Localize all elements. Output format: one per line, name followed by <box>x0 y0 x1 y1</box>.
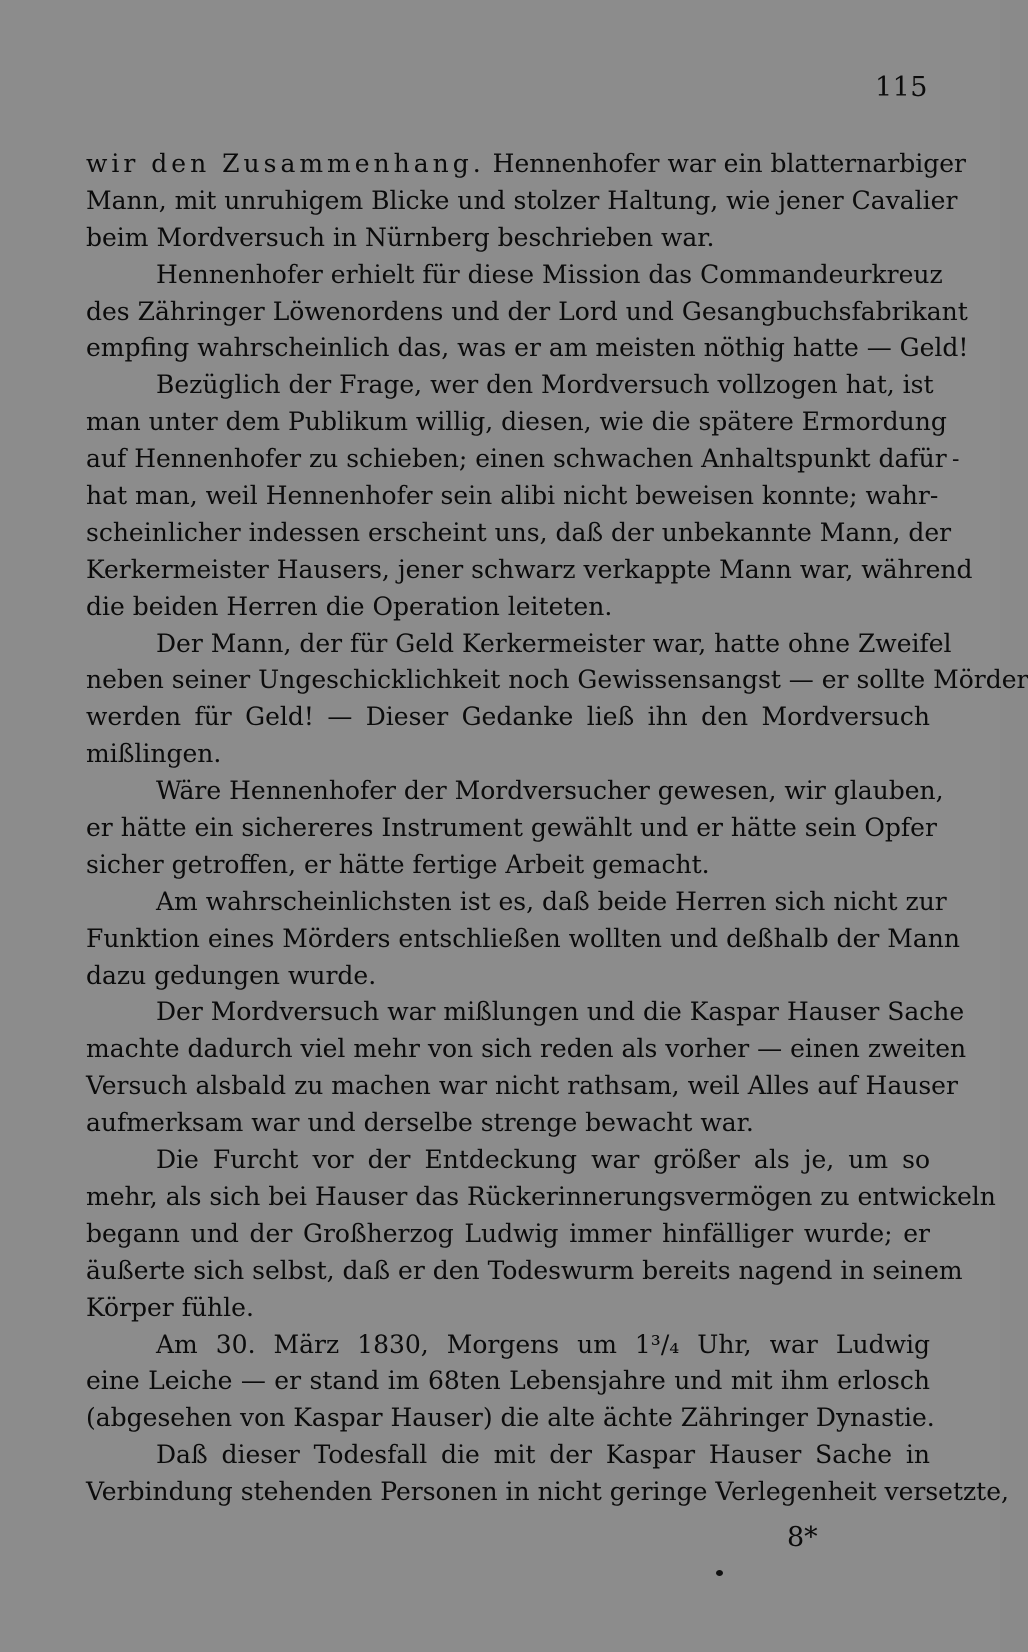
text-line: Kerkermeister Hausers, jener schwarz verkappte Mann war, während <box>86 554 973 584</box>
margin-mark: - <box>952 447 960 472</box>
spaced-text: wir den Zusammenhang. <box>86 149 485 178</box>
body-text <box>86 146 1028 1511</box>
ink-speck <box>716 1570 723 1576</box>
text-line: Der Mordversuch war mißlungen und die Kaspar Hauser Sache <box>156 997 965 1027</box>
text-line: Am wahrscheinlichsten ist es, daß beide Herren sich nicht zur <box>156 886 947 916</box>
text-line: scheinlicher indessen erscheint uns, daß der unbekannte Mann, der <box>86 517 952 547</box>
text-line: auf Hennenhofer zu schieben; einen schwachen Anhaltspunkt dafür <box>86 444 947 474</box>
text-line: Hennenhofer erhielt für diese Mission das Commandeurkreuz <box>156 259 943 289</box>
text-line: beim Mordversuch in Nürnberg beschrieben war. <box>86 222 715 252</box>
text-line: dazu gedungen wurde. <box>86 960 377 990</box>
text-line: machte dadurch viel mehr von sich reden als vorher — einen zweiten <box>86 1034 967 1064</box>
text-line: Daß dieser Todesfall die mit der Kaspar Hauser Sache in <box>156 1440 930 1470</box>
text-line: man unter dem Publikum willig, diesen, wie die spätere Ermordung <box>86 407 947 437</box>
text-line: hat man, weil Hennenhofer sein alibi nicht beweisen konnte; wahr- <box>86 481 939 511</box>
text-line: aufmerksam war und derselbe strenge bewacht war. <box>86 1108 754 1138</box>
text-line: die beiden Herren die Operation leiteten. <box>86 591 613 621</box>
text-line: Die Furcht vor der Entdeckung war größer als je, um so <box>156 1145 930 1175</box>
text-line <box>86 146 966 183</box>
text-line: des Zähringer Löwenordens und der Lord und Gesangbuchsfabrikant <box>86 296 968 326</box>
text-line: Versuch alsbald zu machen war nicht rathsam, weil Alles auf Hauser <box>86 1071 958 1101</box>
text-line: begann und der Großherzog Ludwig immer hinfälliger wurde; er <box>86 1218 930 1248</box>
text-line: äußerte sich selbst, daß er den Todeswurm bereits nagend in seinem <box>86 1255 963 1285</box>
text-line: sicher getroffen, er hätte fertige Arbeit gemacht. <box>86 849 710 879</box>
signature-mark: 8* <box>787 1522 818 1553</box>
text-line: mehr, als sich bei Hauser das Rückerinnerungsvermögen zu entwickeln <box>86 1181 996 1211</box>
text-line: Verbindung stehenden Personen in nicht geringe Verlegenheit versetzte, <box>86 1477 1009 1507</box>
text-line: Der Mann, der für Geld Kerkermeister war, hatte ohne Zweifel <box>156 628 952 658</box>
text-line: Bezüglich der Frage, wer den Mordversuch vollzogen hat, ist <box>156 370 934 400</box>
text-line: Am 30. März 1830, Morgens um 1³/₄ Uhr, war Ludwig <box>156 1329 930 1359</box>
text-line: (abgesehen von Kaspar Hauser) die alte ächte Zähringer Dynastie. <box>86 1403 935 1433</box>
text-line: Mann, mit unruhigem Blicke und stolzer Haltung, wie jener Cavalier <box>86 185 958 215</box>
text-line: Funktion eines Mörders entschließen wollten und deßhalb der Mann <box>86 923 960 953</box>
text-line: neben seiner Ungeschicklichkeit noch Gewissensangst — er sollte Mörder <box>86 665 1028 695</box>
text-line: empfing wahrscheinlich das, was er am meisten nöthig hatte — Geld! <box>86 333 969 363</box>
text-line: er hätte ein sichereres Instrument gewählt und er hätte sein Opfer <box>86 813 937 843</box>
text-line: Wäre Hennenhofer der Mordversucher gewesen, wir glauben, <box>156 776 944 806</box>
text-line: werden für Geld! — Dieser Gedanke ließ ihn den Mordversuch <box>86 702 930 732</box>
page-number: 115 <box>874 72 928 103</box>
text-line: Körper fühle. <box>86 1292 254 1322</box>
text-line: eine Leiche — er stand im 68ten Lebensjahre und mit ihm erlosch <box>86 1366 930 1396</box>
text-line: mißlingen. <box>86 739 222 769</box>
line-text: Hennenhofer war ein blatternarbiger <box>484 149 966 178</box>
